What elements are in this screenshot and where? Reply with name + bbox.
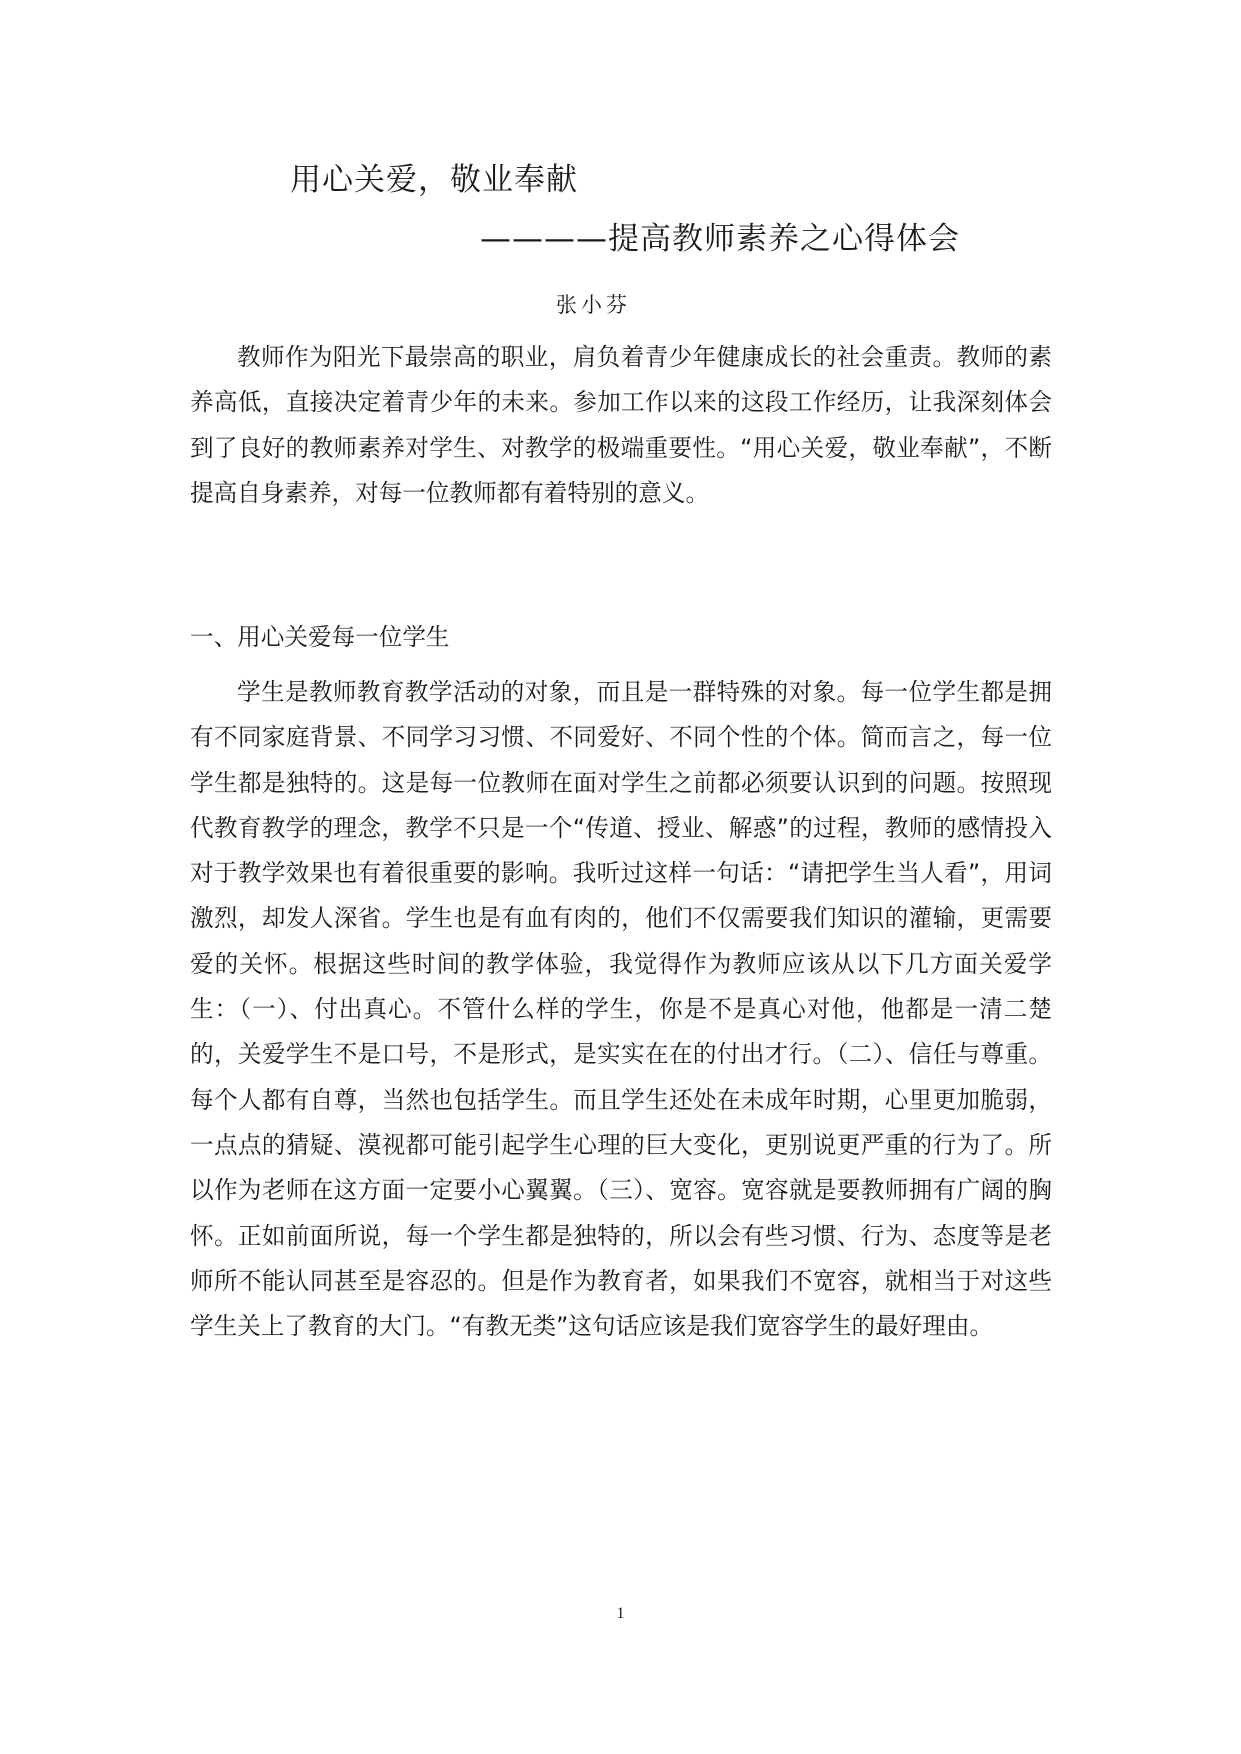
document-subtitle: ————提高教师素养之心得体会 xyxy=(480,221,960,257)
section-heading: 一、用心关爱每一位学生 xyxy=(190,623,450,651)
author-name: 张小芬 xyxy=(556,293,631,317)
page-number: 1 xyxy=(616,1605,625,1622)
intro-paragraph: 教师作为阳光下最崇高的职业，肩负着青少年健康成长的社会重责。教师的素养高低，直接决定着青少年的未来。参加工作以来的这段工作经历，让我深刻体会到了良好的教师素养对学生、对教学的极端重要性。“用心关爱，敬业奉献”，不断提高自身素养，对每一位教师都有着特别的意义。 xyxy=(190,343,1052,507)
section-paragraph: 学生是教师教育教学活动的对象，而且是一群特殊的对象。每一位学生都是拥有不同家庭背景、不同学习习惯、不同爱好、不同个性的个体。简而言之，每一位学生都是独特的。这是每一位教师在面对学生之前都必须要认识到的问题。按照现代教育教学的理念，教学不只是一个“传道、授业、解惑”的过程，教师的感情投入对于教学效果也有着很重要的影响。我听过这样一句话：“请把学生当人看”，用词激烈，却发人深省。学生也是有血有肉的，他们不仅需要我们知识的灌输，更需要爱的关怀。根据这些时间的教学体验，我觉得作为教师应该从以下几方面关爱学生：（一）、付出真心。不管什么样的学生，你是不是真心对他，他都是一清二楚的，关爱学生不是口号，不是形式，是实实在在的付出才行。（二）、信任与尊重。每个人都有自尊，当然也包括学生。而且学生还处在未成年时期，心里更加脆弱，一点点的猜疑、漠视都可能引起学生心理的巨大变化，更别说更严重的行为了。所以作为老师在这方面一定要小心翼翼。（三）、宽容。宽容就是要教师拥有广阔的胸怀。正如前面所说，每一个学生都是独特的，所以会有些习惯、行为、态度等是老师所不能认同甚至是容忍的。但是作为教育者，如果我们不宽容，就相当于对这些学生关上了教育的大门。“有教无类”这句话应该是我们宽容学生的最好理由。 xyxy=(190,678,1052,1341)
document-title: 用心关爱，敬业奉献 xyxy=(290,162,578,198)
